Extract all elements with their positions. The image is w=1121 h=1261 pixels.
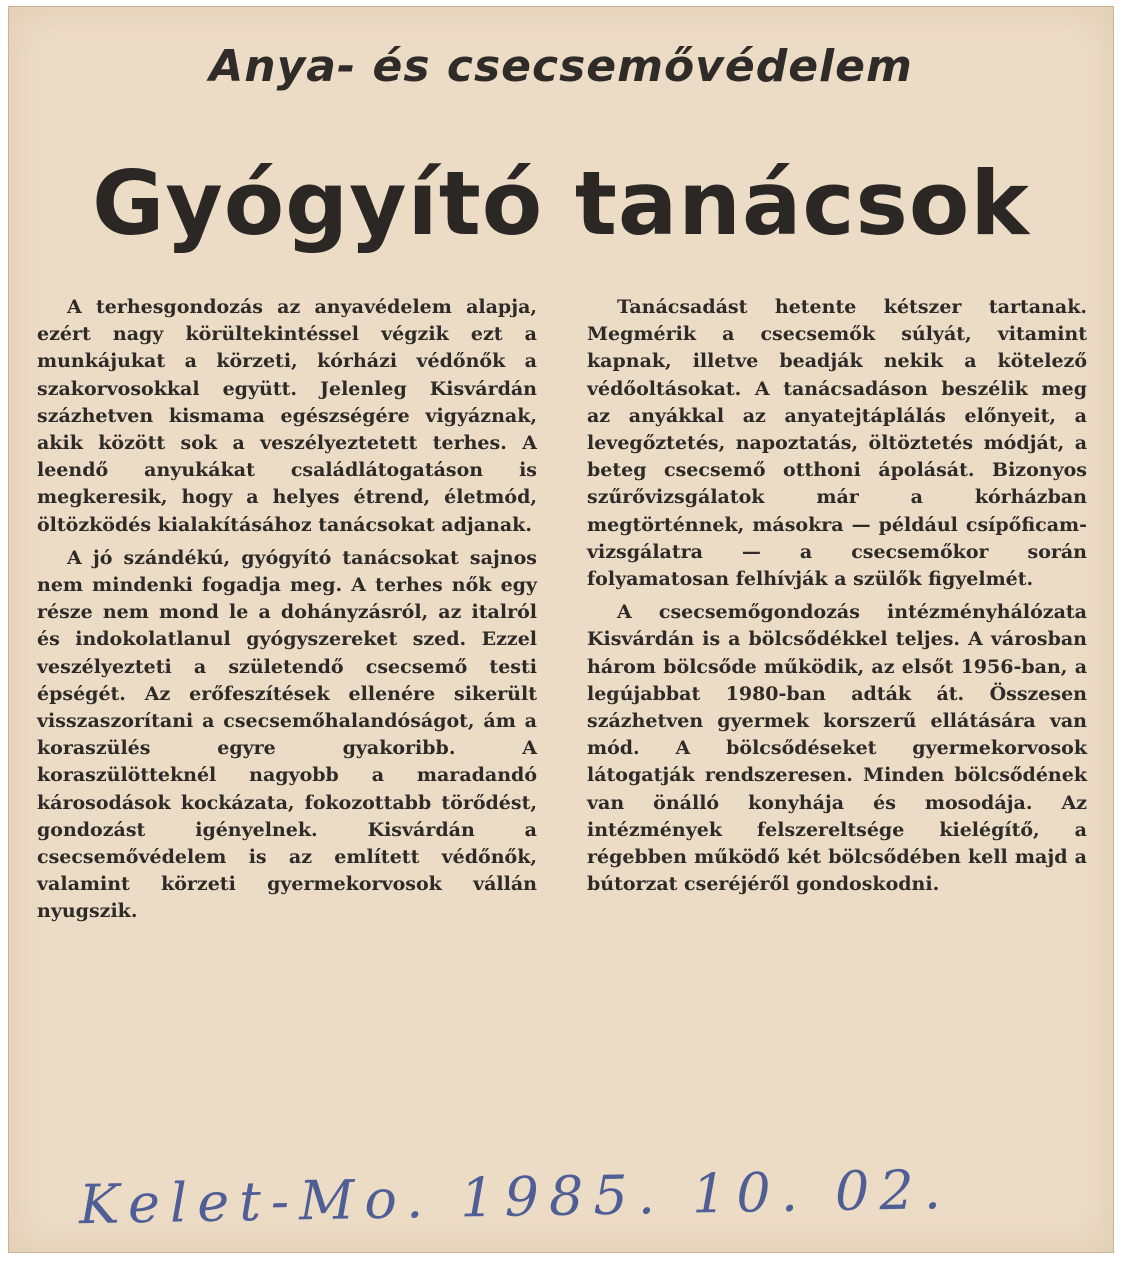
section-kicker: Anya- és csecsemővédelem	[209, 41, 913, 92]
article-column-left	[37, 294, 537, 926]
newspaper-clipping	[8, 6, 1114, 1253]
article-headline: Gyógyító tanácsok	[92, 152, 1030, 255]
article-column-right	[587, 294, 1087, 898]
right-paragraph-2: A csecsemőgondozás intézményhálózata Kisvárdán is a bölcsődékkel teljes. A városban három bölcsőde működik, az elsőt 1956-ban, a legújabbat 1980-ban adták át. Összesen százhetven gyermek korszerű ellátására van mód. A bölcsődéseket gyermekorvosok látogatják rendszeresen. Minden bölcsődének van önálló konyhája és mosodája. Az intézmények felszereltsége kielégítő, a régebben működő két bölcsődében kell majd a bútorzat cseréjéről gondoskodni.	[587, 601, 1087, 896]
handwritten-source-date: Kelet-Mo. 1985. 10. 02.	[78, 1157, 952, 1237]
left-paragraph-1: A terhesgondozás az anyavédelem alapja, ezért nagy körültekintéssel végzik ezt a munkájukat a körzeti, kórházi védőnők a szakorvosokkal együtt. Jelenleg Kisvárdán százhetven kismama egészségére vigyáznak, akik között sok a veszélyeztetett terhes. A leendő anyukákat családlátogatáson is megkeresik, hogy a helyes étrend, életmód, öltözködés kialakításához tanácsokat adjanak.	[37, 296, 537, 536]
right-paragraph-1: Tanácsadást hetente kétszer tartanak. Megmérik a csecsemők súlyát, vitamint kapnak, illetve beadják nekik a kötelező védőoltásokat. A tanácsadáson beszélik meg az anyákkal az anyatejtáplálás előnyeit, a levegőztetés, napoztatás, öltöztetés módját, a beteg csecsemő otthoni ápolását. Bizonyos szűrővizsgálatok már a kórházban megtörténnek, másokra — például csípőficam-vizsgálatra — a csecsemőkor során folyamatosan felhívják a szülők figyelmét.	[587, 296, 1087, 591]
left-paragraph-2: A jó szándékú, gyógyító tanácsokat sajnos nem mindenki fogadja meg. A terhes nők egy része nem mond le a dohányzásról, az italról és indokolatlanul gyógyszereket szed. Ezzel veszélyezteti a születendő csecsemő testi épségét. Az erőfeszítések ellenére sikerült visszaszorítani a csecsemőhalandóságot, ám a koraszülés egyre gyakoribb. A koraszülötteknél nagyobb a maradandó károsodások kockázata, fokozottabb törődést, gondozást igényelnek. Kisvárdán a csecsemővédelem is az említett védőnők, valamint körzeti gyermekorvosok vállán nyugszik.	[37, 546, 537, 923]
